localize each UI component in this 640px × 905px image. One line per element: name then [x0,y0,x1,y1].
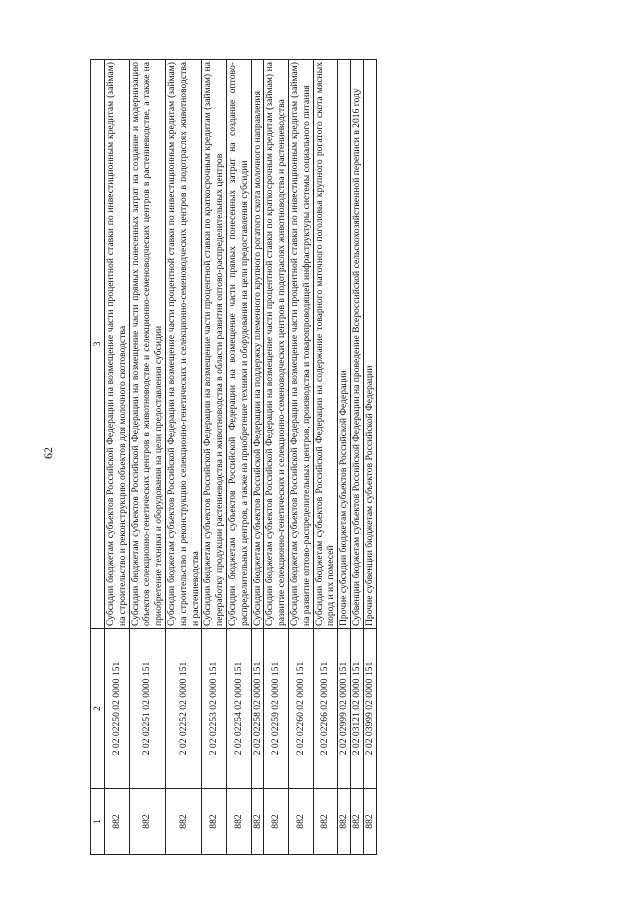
admin-code-cell: 882 [350,789,363,855]
admin-code-cell: 882 [105,789,130,855]
page-number: 62 [41,447,55,459]
kbk-code-cell: 2 02 02252 02 0000 151 [165,629,201,789]
table-row [105,60,130,855]
admin-code-cell: 882 [202,789,227,855]
revenue-name-cell: Субсидии бюджетам субъектов Российской Федерации на поддержку племенного крупного рогатого скота молочного направления [251,60,264,629]
table-body [105,60,377,855]
admin-code-cell: 882 [165,789,201,855]
revenue-name-cell: Субсидии бюджетам субъектов Российской Федерации на возмещение части процентной ставки по инвестиционным кредитам (займам) на строительство и реконструкцию селекционно-генетических и селекционно-семеноводческих центров в подотраслях животноводства и растениеводства [165,60,201,629]
kbk-code-cell: 2 02 02259 02 0000 151 [264,629,289,789]
admin-code-cell: 882 [264,789,289,855]
revenue-name-cell: Прочие субвенции бюджетам субъектов Российской Федерации [363,60,376,629]
kbk-code-cell: 2 02 02266 02 0000 151 [313,629,338,789]
table-row [251,60,264,855]
admin-code-cell: 882 [363,789,376,855]
admin-code-cell: 882 [226,789,251,855]
revenue-name-cell: Субсидии бюджетам субъектов Российской Федерации на содержание товарного маточного поголовья крупного рогатого скота мясных пород и их помесей [313,60,338,629]
admin-code-cell: 882 [129,789,165,855]
table-row [226,60,251,855]
table-row [338,60,351,855]
table-row [202,60,227,855]
revenue-name-cell: Субсидии бюджетам субъектов Российской Федерации на возмещение части процентной ставки по инвестиционным кредитам (займам) на строительство и реконструкцию объектов для молочного скотоводства [105,60,130,629]
admin-code-cell: 882 [288,789,313,855]
table-row [264,60,289,855]
kbk-code-cell: 2 02 02258 02 0000 151 [251,629,264,789]
kbk-code-cell: 2 02 02254 02 0000 151 [226,629,251,789]
rotated-table-container [90,60,550,855]
revenue-name-cell: Прочие субсидии бюджетам субъектов Российской Федерации [338,60,351,629]
kbk-code-cell: 2 02 03999 02 0000 151 [363,629,376,789]
kbk-code-cell: 2 02 02260 02 0000 151 [288,629,313,789]
revenue-name-cell: Субсидии бюджетам субъектов Российской Федерации на возмещение части процентной ставки по краткосрочным кредитам (займам) на переработку продукции растениеводства и животноводства в области развития оптово-распределительных центров [202,60,227,629]
kbk-code-cell: 2 02 02253 02 0000 151 [202,629,227,789]
budget-classification-table [90,59,377,855]
kbk-code-cell: 2 02 02251 02 0000 151 [129,629,165,789]
revenue-name-cell: Субсидии бюджетам субъектов Российской Федерации на возмещение части процентной ставки по инвестиционным кредитам (займам) на развитие оптово-распределительных центров, производства и товаропроводящей инфраструктуры системы социального питания [288,60,313,629]
admin-code-cell: 882 [313,789,338,855]
table-row [350,60,363,855]
revenue-name-cell: Субсидии бюджетам субъектов Российской Федерации на возмещение части прямых понесенных затрат на создание оптово-распределительных центров, а также на приобретение техники и оборудования на цели предоставления субсидии [226,60,251,629]
table-row [363,60,376,855]
table-row [313,60,338,855]
header-col-1: 1 [91,789,105,855]
table-row [165,60,201,855]
table-row [129,60,165,855]
admin-code-cell: 882 [338,789,351,855]
header-col-3: 3 [91,60,105,629]
kbk-code-cell: 2 02 03121 02 0000 151 [350,629,363,789]
kbk-code-cell: 2 02 02250 02 0000 151 [105,629,130,789]
revenue-name-cell: Субсидии бюджетам субъектов Российской Федерации на возмещение части процентной ставки по краткосрочным кредитам (займам) на развитие селекционно-генетических и селекционно-семеноводческих центров в подотраслях животноводства и растениеводства [264,60,289,629]
table-row [288,60,313,855]
kbk-code-cell: 2 02 02999 02 0000 151 [338,629,351,789]
admin-code-cell: 882 [251,789,264,855]
table-header-row [91,60,105,855]
revenue-name-cell: Субвенции бюджетам субъектов Российской Федерации на проведение Всероссийской сельскохозяйственной переписи в 2016 году [350,60,363,629]
header-col-2: 2 [91,629,105,789]
revenue-name-cell: Субсидии бюджетам субъектов Российской Федерации на возмещение части прямых понесенных затрат на создание и модернизацию объектов селекционно-генетических центров в животноводстве и селекционно-семеноводческих центров в растениеводстве, а также на приобретение техники и оборудования на цели предоставления субсидии [129,60,165,629]
